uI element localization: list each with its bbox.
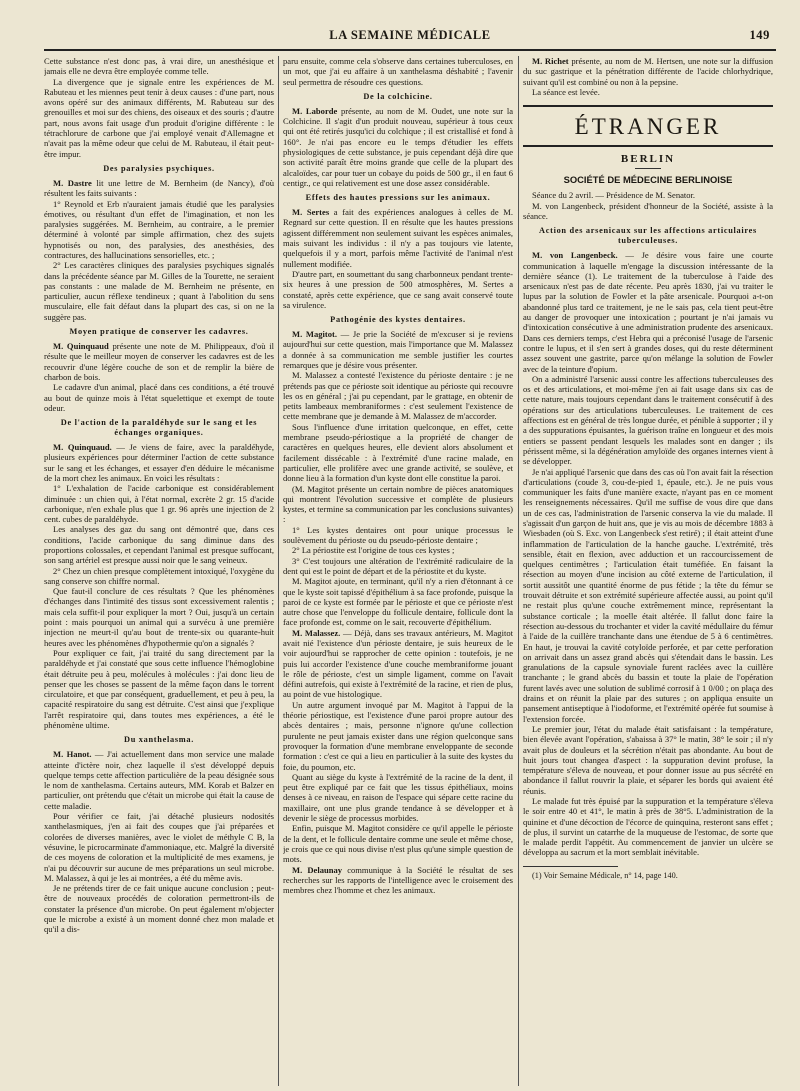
paragraph-text: — J'ai actuellement dans mon service une malade atteinte d'ictère noir, chez laquelle il s'est développé depuis quelque temps cette affection particulière de la peau désignée sous le nom de xanthelasma. Certains auteurs, MM. Korab et Balzer en particulier, ont prétendu que c'était un microbe qui était la cause de cette maladie. — [44, 749, 274, 811]
section-heading: Action des arsenicaux sur les affections articulaires tuberculeuses. — [539, 226, 757, 246]
paragraph: Je ne prétends tirer de ce fait unique aucune conclusion ; peut-être de nouveaux procédés de coloration permettront-ils de constater la présence d'un microbe. On peut également m'objecter que le microbe a existé à un moment donné chez mon malade et qu'il a dis- — [44, 883, 274, 935]
speaker-name: M. Malassez. — [292, 627, 341, 638]
speaker-name: M. Magitot. — [292, 329, 337, 340]
paragraph — [283, 628, 513, 700]
section-heading: Moyen pratique de conserver les cadavres. — [69, 327, 249, 337]
speaker-name: M. Delaunay — [292, 864, 343, 875]
paragraph: Pour expliquer ce fait, j'ai traité du sang directement par la paraldéhyde et j'ai constaté que sous cette influence l'hémoglobine était détruite peu à peu, molécules à molécules : j'ai donc lieu de penser que les choses se passent de la même façon dans le torrent circulatoire, et que par conséquent, graduellement, et peu à peu, la capacité respiratoire du sang est détruite. C'est ainsi que j'explique l'arrêt respiratoire qui, dans toutes mes expériences, a été le phénomène ultime. — [44, 647, 274, 731]
paragraph: La séance est levée. — [532, 86, 600, 97]
paragraph: 2° Les caractères cliniques des paralysies psychiques signalés dans la précédente séance par M. Gilles de la Tourette, ne seraient pas constants : une malade de M. Bernheim ne présente, en particulier, aucun réflexe tendineux ; quant à l'abolition du sens musculaire, elle fait défaut dans la plupart des cas, si on ne la suggère pas. — [44, 260, 274, 322]
paragraph-text: présente, au nom de M. Hertsen, une note sur la diffusion du suc gastrique et la pénétration différente de l'acide chlorhydrique, suivant qu'il est combiné ou non à la pepsine. — [523, 56, 773, 87]
city-heading: BERLIN — [620, 152, 676, 165]
paragraph — [44, 749, 274, 811]
paragraph: 1° Reynold et Erb n'auraient jamais étudié que les paralysies émotives, ou résultant d'un effet de l'imagination, et non les paralysies suggérées. M. Bernheim, au contraire, a le premier déterminé à volonté par simple affirmation, chez des sujets hypnotisés ou non, des paralysies, des anesthésies, des contractures, des hallucinations sensorielles, etc. ; — [44, 198, 274, 260]
section-heading: Pathogénie des kystes dentaires. — [330, 315, 466, 325]
paragraph-text: — Je viens de faire, avec la paraldéhyde, plusieurs expériences pour déterminer l'action de cette substance sur le sang et les échanges, et essayer d'en déduire le mécanisme de la mort chez les animaux. En voici les résultats : — [44, 442, 274, 483]
paragraph-text: — Je désire vous faire une courte communication à laquelle m'engage la discussion intéressante de la dernière séance (1). Le traitement de la tuberculose à l'aide des arsenicaux n'est pas de date récente. Peu après 1830, j'ai vu traiter le lupus par la solution de Fowler et la pâte arsenicale. Pourquoi a-t-on abandonné plus tard ce traitement, je ne le sais pas, cela tient peut-être au danger de provoquer une intoxication ; pourtant je n'ai jamais vu d'intoxication consécutive à une administration prudente des arsenicaux. Dans ces derniers temps, c'est Hebra qui a préconisé l'usage de l'arsenic contre le lupus, et il s'en sert à grandes doses, qui du reste déterminent assez souvent une gastrite, parce qu'on mélange la solution de Fowler avec de la teinture d'opium. — [523, 250, 773, 374]
speaker-name: M. Quinquaud — [53, 341, 109, 352]
paragraph: Le malade fut très épuisé par la suppuration et la température s'éleva le soir entre 40 et 41°, le matin à près de 38°5. L'administration de la quinine et d'une décoction de l'écorce de quinquina, resteront sans effet ; de plus, il survint un catarrhe de la muqueuse de l'estomac, de sorte que le malade perdit l'appétit. Au commencement de janvier un ulcère se développa au sacrum et la mort semblait inévitable. — [523, 796, 773, 858]
paragraph: Les analyses des gaz du sang ont démontré que, dans ces conditions, l'acide carbonique du sang diminue dans des proportions colossales, et cependant l'animal est presque suffocant, son sang artériel est presque aussi noir que le sang veineux. — [44, 524, 274, 566]
paragraph: M. Magitot ajoute, en terminant, qu'il n'y a rien d'étonnant à ce que le kyste soit tapissé d'épithélium à sa face profonde, puisque la paroi de ce kyste est formée par le périoste et que ce périoste n'est autre chose que l'enveloppe du follicule dentaire, follicule dont la face profonde est, comme on le sait, recouverte d'épithélium. — [283, 576, 513, 628]
section-heading: Effets des hautes pressions sur les animaux. — [305, 193, 491, 203]
header-rule — [44, 49, 776, 51]
speaker-name: M. Sertes — [292, 207, 330, 218]
paragraph: D'autre part, en soumettant du sang charbonneux pendant trente-six heures à une pression de 500 atmosphères, M. Sertes a constaté, après cette expérience, que ce sang avait conservé toute sa virulence. — [283, 268, 513, 310]
speaker-name: M. Hanot. — [53, 749, 92, 760]
paragraph: Le cadavre d'un animal, placé dans ces conditions, a été trouvé au bout de quinze mois à l'état squelettique et exempt de toute odeur. — [44, 382, 274, 413]
section-rule-top — [523, 105, 773, 107]
paragraph — [44, 341, 274, 382]
speaker-name: M. von Langenbeck. — [532, 250, 618, 261]
paragraph-text: présente une note de M. Philippeaux, d'où il résulte que le meilleur moyen de conserver les cadavres est de les recouvrir d'une légère couche de son et de remplir la bière de charbon de bois. — [44, 341, 274, 382]
paragraph — [44, 178, 274, 199]
paragraph — [283, 865, 513, 896]
paragraph: (M. Magitot présente un certain nombre de pièces anatomiques qui montrent l'évolution successive et complète de plusieurs kystes, et termine sa communication par les conclusions suivantes) : — [283, 483, 513, 525]
column-rule-1 — [278, 56, 279, 1086]
section-heading: De la colchicine. — [363, 91, 433, 101]
speaker-name: M. Quinquaud. — [53, 442, 112, 453]
paragraph: Le premier jour, l'état du malade était satisfaisant : la température, bien élevée avant l'opération, s'abaissa à 37° le matin, 38° le soir ; il n'y avait plus de douleurs et la sécrétion n'était pas abondante. Au bout de huit jours tout changea d'aspect : la suppuration devint profuse, la température s'éleva de nouveau, et pour donner issue au pus sécrété en abondance il fallut rouvrir la plaie, et séparer les bords qui avaient été réunis. — [523, 723, 773, 796]
section-heading: Du xanthelasma. — [124, 735, 194, 745]
paragraph: 1° L'exhalation de l'acide carbonique est considérablement diminuée : un chien qui, à l'état normal, excrète 2 gr. 15 d'acide carbonique, n'en exhale plus que 1 gr. 96 après une injection de 2 cent. cubes de paraldéhyde. — [44, 483, 274, 525]
paragraph — [283, 106, 513, 188]
page-number: 149 — [749, 28, 770, 42]
section-title: ÉTRANGER — [574, 114, 722, 140]
paragraph: Pour vérifier ce fait, j'ai détaché plusieurs nodosités xanthelasmiques, j'en ai fait des coupes que j'ai préparées et colorées de diverses manières, avec le violet de méthyle C B, la vésuvine, le picrocarminate d'ammoniaque, etc. Malgré la diversité de ces moyens de coloration et la multiplicité de mes examens, je n'ai pu découvrir sur aucune de mes préparations un seul microbe. M. Malassez, à qui je les ai montrées, a été du même avis. — [44, 811, 274, 883]
column-rule-2 — [518, 56, 519, 1086]
journal-title: LA SEMAINE MÉDICALE — [329, 28, 491, 42]
paragraph: 2° Chez un chien presque complètement intoxiqué, l'oxygène du sang conserve son chiffre normal. — [44, 565, 274, 586]
page-header — [44, 28, 776, 48]
paragraph: paru ensuite, comme cela s'observe dans certaines tuberculoses, en un mot, que j'ai eu affaire à un xanthelasma déshabité ; l'avenir seul permettra de résoudre ces questions. — [283, 56, 513, 87]
section-heading: Des paralysies psychiques. — [103, 163, 215, 173]
paragraph — [523, 56, 773, 87]
paragraph: 1° Les kystes dentaires ont pour unique processus le soulèvement du périoste ou du pseudo-périoste dentaire ; — [283, 524, 513, 546]
paragraph: 3° C'est toujours une altération de l'extrémité radiculaire de la dent qui est le point de départ et de la périostite et du kyste. — [283, 555, 513, 576]
paragraph: M. Malassez a contesté l'existence du périoste dentaire : je ne prétends pas que ce périoste soit identique au périoste qui recouvre les os en général ; j'ai pu cependant, par le grattage, en obtenir de petits lambeaux membraniformes : c'est seulement l'existence de cette membrane que je demande à M. Malassez de m'accorder. — [283, 370, 513, 422]
footnote-rule — [523, 866, 618, 867]
paragraph: On a administré l'arsenic aussi contre les affections tuberculeuses des os et des articulations, et moi-même j'en ai fait usage dans six cas de cette nature, mais toujours cependant dans le traitement consécutif à des opérations sur des articulations tuberculeuses. Le traitement de ces affections est en général de très longue durée, et pénible à supporter ; il y a des suppurations épuisantes, la guérison traîne en longueur et des mois entiers se passent pendant lesquels les malades sont en danger ; ils périssent même, si la dégénération amyloïde des organes internes vient à se développer. — [523, 373, 773, 467]
paragraph: Que faut-il conclure de ces résultats ? Que les phénomènes d'échanges dans l'intimité des tissus sont excessivement ralentis ; mais cela suffit-il pour expliquer la mort ? Oui, jusqu'à un certain point : mais pourquoi un animal qui a survécu à une première injection ne meurt-il qu'au bout de trente-six ou quarante-huit heures avec les phénomènes d'hypothermie qu'on a signalés ? — [44, 586, 274, 648]
paragraph — [283, 329, 513, 370]
paragraph — [44, 442, 274, 483]
short-rule — [635, 168, 661, 169]
society-heading: SOCIÉTÉ DE MÉDECINE BERLINOISE — [563, 174, 733, 186]
paragraph: Quant au siège du kyste à l'extrémité de la racine de la dent, il peut être expliqué par ce fait que les tissus épithéliaux, moins denses à ce niveau, en raison de l'espace qui sépare cette racine du maxillaire, ont une plus grande tendance à se développer et à devenir le siège de processus morbides. — [283, 771, 513, 824]
paragraph — [283, 207, 513, 269]
section-heading: De l'action de la paraldéhyde sur le sang et les échanges organiques. — [60, 418, 258, 438]
paragraph: M. von Langenbeck, président d'honneur de la Société, assiste à la séance. — [523, 200, 773, 222]
paragraph-text: lit une lettre de M. Bernheim (de Nancy), d'où résultent les faits suivants : — [44, 177, 274, 199]
paragraph-text: a fait des expériences analogues à celles de M. Regnard sur cette question. Il en résulte que les hautes pressions agissent différemment non seulement suivant les espèces animales, mais suivant les individus : il n'y a pas toujours vie latente, quelquefois il y a mort, parfois même l'activité de l'animal n'est nullement modifiée. — [283, 207, 513, 269]
column-3 — [523, 56, 773, 1086]
paragraph-text: — Je prie la Société de m'excuser si je reviens aujourd'hui sur cette question, mais l'importance que M. Malassez a donnée à sa communication me semble justifier les courtes remarques que je désire vous présenter. — [283, 329, 513, 370]
paragraph: Sous l'influence d'une irritation quelconque, en effet, cette membrane pseudo-périostique a la propriété de changer de caractères en quelques heures, elle devient alors absolument et facilement dissécable : à l'extrémité d'une racine malade, en particulier, elle prolifère avec une grande activité, se soulève, et donne lieu à la formation d'un kyste dont elle constitue la paroi. — [283, 421, 513, 484]
paragraph: Un autre argument invoqué par M. Magitot à l'appui de la théorie périostique, est l'existence d'une paroi propre autour des abcès dentaires ; mais, personne n'ignore qu'une collection purulente ne peut jamais exister dans une région quelconque sans provoquer la formation d'une membrane enveloppante de seconde formation : c'est ce qui a lieu en particulier à la suite des kystes du foie, du poumon, etc. — [283, 699, 513, 772]
paragraph-text: communique à la Société le résultat de ses recherches sur les rapports de l'intelligence avec le croisement des membres chez l'homme et chez les animaux. — [283, 864, 513, 896]
paragraph: Cette substance n'est donc pas, à vrai dire, un anesthésique et jamais elle ne devra être employée comme telle. — [44, 56, 274, 77]
speaker-name: M. Richet — [532, 56, 569, 66]
paragraph: Je n'ai appliqué l'arsenic que dans des cas où l'on avait fait la résection d'articulations (coude 3, cou-de-pied 1, épaule, etc.). Je ne puis vous communiquer les faits d'une manière exacte, n'ayant pas en ce moment les renseignements nécessaires. Qu'il me suffise de vous dire que dans un de ces cas, l'administration de l'arsenic conserva la vie du malade. Il s'agissait d'un garçon de huit ans, que je vis au mois de décembre 1883 à Wiesbaden (où S. Exc. von Langenbeck s'est retiré) ; il était atteint d'une inflammation de l'articulation de la hanche gauche. L'extrémité, très sensible, était en flexion, avec adduction et un raccourcissement de quelques centimètres ; l'articulation était tuméfiée. En faisant la résection au moyen d'une incision au côté externe de l'articulation, il sortit aussitôt une quantité énorme de pus fétide ; la tête du fémur se trouvait détruite et son extrémité supérieure affectée aussi, au point qu'il ne restait plus qu'une couche extrêmement mince, représentant la substance corticale ; la moelle était altérée. Il fallut donc faire la résection au-dessous du trochanter et vider la cavité médullaire du fémur à l'aide de la cuillère tranchante dans une étendue de 5 à 6 centimètres. En haut, je trouvai la cavité cotyloïde perforée, et par cette perforation on arrivait dans un assez grand abcès qui s'étendait dans le bassin. Les granulations de la capsule synoviale furent raclées avec la cuillère tranchante ; le grand abcès du bassin et toute la plaie de l'opération furent lavés avec une solution de sublimé corrosif à 1 0/00 ; on plaça des drains et on réunit la plaie par des sutures ; on appliqua ensuite un pansement antiseptique à l'iodoforme, et l'extrémité opérée fut soumise à l'extension forcée. — [523, 466, 773, 724]
paragraph — [523, 250, 773, 374]
session-line: Séance du 2 avril. — Présidence de M. Senator. — [532, 190, 696, 201]
column-1 — [44, 56, 274, 1086]
column-2 — [283, 56, 513, 1086]
paragraph: La divergence que je signale entre les expériences de M. Rabuteau et les miennes peut tenir à deux causes : d'une part, nous avons opéré sur des animaux différents, M. Rabuteau sur des grenouilles et moi sur des chiens, des oiseaux et des souris ; d'autre part, nous avons fait usage d'un produit d'origine différente : le tétrachlorure de carbone que j'ai employé venait d'Allemagne et n'avait pas la même odeur que celui de M. Rabuteau, il était peut-être impur. — [44, 76, 274, 159]
paragraph: 2° La périostite est l'origine de tous ces kystes ; — [292, 545, 455, 556]
speaker-name: M. Laborde — [292, 105, 338, 116]
section-rule-bottom — [523, 145, 773, 147]
footnote: (1) Voir Semaine Médicale, n° 14, page 140. — [532, 870, 678, 880]
paragraph-text: — Déjà, dans ses travaux antérieurs, M. Magitot avait nié l'existence d'un périoste dentaire, je suis heureux de le voir aujourd'hui se rapprocher de cette opinion : toutefois, je ne puis lui accorder l'existence d'une couche membraniforme jouant le rôle de périoste, c'est un simple ligament, comme on l'avait défini autrefois, qui existe à l'extrémité de la racine, et rien de plus, au point de vue histologique. — [283, 627, 513, 700]
speaker-name: M. Dastre — [53, 177, 92, 188]
paragraph: Enfin, puisque M. Magitot considère ce qu'il appelle le périoste de la dent, et le follicule dentaire comme une seule et même chose, je crois que ce qui nous divise n'est plus qu'une simple question de mots. — [283, 823, 513, 865]
paragraph-text: présente, au nom de M. Oudet, une note sur la Colchicine. Il s'agit d'un produit nouveau, supérieur à tous ceux qui ont été retirés jusqu'ici du colchique ; il est cristallisé et fond à 160°. Je n'ai pas encore eu le temps d'étudier les effets physiologiques de cette substance, je puis cependant déjà dire que son activité paraît être moins grande que celle de la plupart des alcaloïdes, car pour tuer un cobaye du poids de 500 gr., il en faut 6 centigr., ce qui relativement est une dose assez considérable. — [283, 105, 513, 188]
